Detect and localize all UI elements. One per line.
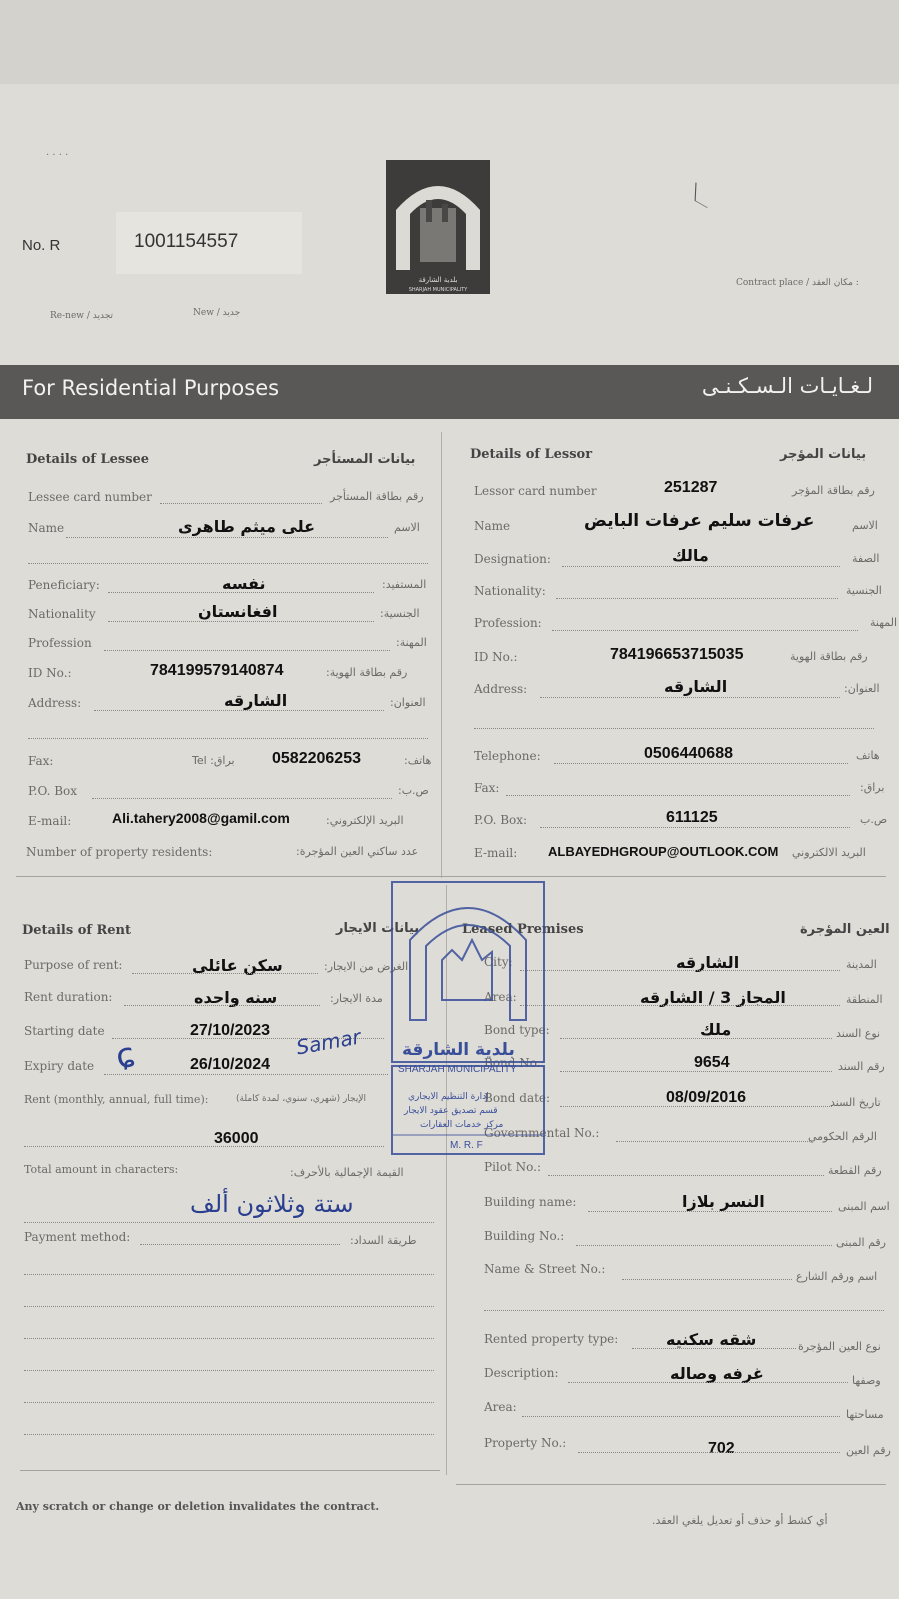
premises-bond-date-label-ar: تاريخ السند (830, 1096, 881, 1109)
rent-duration: سنه واحده (194, 988, 278, 1007)
lessee-email-label-ar: البريد الإلكتروني: (326, 814, 404, 827)
lessor-email-label-ar: البريد الالكتروني (792, 846, 866, 859)
lessor-telephone-label-ar: هاتف (856, 749, 880, 762)
premises-gov-label-ar: الرقم الحكومي (808, 1130, 877, 1143)
premises-bond-no-label-ar: رقم السند (838, 1060, 885, 1073)
premises-area-label: Area: (484, 990, 517, 1004)
lessor-designation-label-ar: الصفة (852, 552, 880, 565)
premises-heading-en: Leased Premises (462, 922, 584, 937)
premises-bond-type: ملك (700, 1020, 732, 1039)
premises-bond-no: 9654 (694, 1054, 730, 1071)
rent-total-handwritten: ستة وثلاثون ألف (190, 1190, 354, 1218)
lessor-id-label: ID No.: (474, 650, 518, 664)
column-divider (441, 432, 442, 878)
contract-no-label: No. R (22, 237, 61, 254)
lessor-address-label: Address: (474, 682, 528, 696)
premises-area2-label-ar: مساحتها (846, 1408, 884, 1421)
rent-purpose-label-ar: الغرض من الايجار: (324, 960, 409, 973)
renew-label: Re-new / تجديد (50, 311, 114, 321)
lessor-heading-ar: بيانات المؤجر (780, 447, 867, 462)
lessee-address-label-ar: العنوان: (390, 696, 426, 709)
rent-start-date: 27/10/2023 (190, 1022, 271, 1039)
rent-purpose: سكن عائلى (192, 956, 283, 975)
lessor-name-label: Name (474, 519, 511, 533)
sharjah-municipality-logo-icon (386, 160, 490, 294)
premises-description: غرفه وصاله (670, 1364, 764, 1383)
lessee-pobox-label: P.O. Box (28, 784, 78, 798)
rent-total-label: Total amount in characters: (24, 1163, 179, 1176)
lessor-id-no: 784196653715035 (610, 646, 744, 663)
banner-title-en: For Residential Purposes (22, 376, 280, 400)
lessee-beneficiary-label: Peneficiary: (28, 578, 100, 592)
lessor-pobox-label: P.O. Box: (474, 813, 528, 827)
lessor-heading-en: Details of Lessor (470, 447, 593, 462)
premises-city: الشارقه (676, 953, 740, 972)
premises-area: المجاز 3 / الشارقه (640, 988, 786, 1007)
lessor-name-label-ar: الاسم (852, 519, 878, 532)
lessee-nationality-label: Nationality (28, 607, 96, 621)
lessee-beneficiary-label-ar: المستفيد: (382, 578, 427, 591)
rent-start-label: Starting date (24, 1024, 105, 1038)
pen-mark: ╲__ (687, 183, 715, 209)
lessor-designation: مالك (672, 546, 709, 565)
premises-plot-label-ar: رقم القطعة (828, 1164, 882, 1177)
lessor-profession-label: Profession: (474, 616, 542, 630)
lessee-email-label: E-mail: (28, 814, 72, 828)
premises-bond-date-label: Bond date: (484, 1091, 551, 1105)
lessor-card-label: Lessor card number (474, 484, 597, 498)
premises-type-label: Rented property type: (484, 1332, 619, 1346)
footer-note-en: Any scratch or change or deletion invalidates the contract. (16, 1500, 380, 1513)
premises-street-label-ar: اسم ورقم الشارع (796, 1270, 878, 1283)
rent-expiry-label: Expiry date (24, 1059, 95, 1073)
lessee-email: Ali.tahery2008@gamil.com (112, 810, 290, 826)
lessee-tel-label: براق: Tel (192, 754, 235, 767)
lessee-pobox-label-ar: ص.ب: (398, 784, 429, 797)
new-label: New / جديد (193, 308, 241, 318)
premises-property-no: 702 (708, 1440, 735, 1457)
lessee-id-label-ar: رقم بطاقة الهوية: (326, 666, 408, 679)
premises-bond-type-label: Bond type: (484, 1023, 550, 1037)
lessee-id-label: ID No.: (28, 666, 72, 680)
rent-amount-label: Rent (monthly, annual, full time): (24, 1093, 209, 1106)
premises-bond-date: 08/09/2016 (666, 1089, 747, 1106)
lessee-residents-label-ar: عدد ساكني العين المؤجرة: (296, 845, 419, 858)
lessee-heading-ar: بيانات المستأجر (314, 452, 416, 467)
lessee-id-no: 784199579140874 (150, 662, 284, 679)
premises-property-no-label: Property No.: (484, 1436, 567, 1450)
premises-bond-type-label-ar: نوع السند (836, 1027, 881, 1040)
premises-description-label-ar: وصفها (852, 1374, 881, 1387)
premises-type-label-ar: نوع العين المؤجرة (798, 1340, 881, 1353)
lessee-card-label-ar: رقم بطاقة المستأجر (330, 490, 424, 503)
rent-heading-ar: بيانات الايجار (336, 921, 420, 936)
lessee-address: الشارقه (224, 691, 288, 710)
lessee-fax-label: Fax: (28, 754, 54, 768)
lessee-nationality: افغانستان (198, 602, 278, 621)
lessor-address: الشارقه (664, 677, 728, 696)
lessor-card-label-ar: رقم بطاقة المؤجر (792, 484, 875, 497)
rent-payment-label-ar: طريقة السداد: (350, 1234, 417, 1247)
premises-building-no-label: Building No.: (484, 1229, 565, 1243)
rent-duration-label: Rent duration: (24, 990, 113, 1004)
lessee-name-label: Name (28, 521, 65, 535)
premises-heading-ar: العين المؤجرة (800, 922, 890, 937)
lessor-nationality-label: Nationality: (474, 584, 546, 598)
lessee-profession-label-ar: المهنة: (396, 636, 427, 649)
lessor-telephone-label: Telephone: (474, 749, 541, 763)
lessor-pobox: 611125 (666, 809, 718, 826)
lessee-profession-label: Profession (28, 636, 92, 650)
stamp-logo-icon (390, 880, 546, 1158)
lessor-pobox-label-ar: ص.ب (860, 813, 888, 826)
stamp-dept-1: إدارة التنظيم الايجاري (408, 1092, 489, 1102)
stamp-dept-3: مركز خدمات العقارات (420, 1120, 504, 1130)
premises-building-name: النسر بلازا (682, 1192, 765, 1211)
premises-description-label: Description: (484, 1366, 559, 1380)
lessor-telephone: 0506440688 (644, 745, 733, 762)
footer-note-ar: أي كشط أو حذف أو تعديل يلغي العقد. (652, 1514, 828, 1527)
rent-duration-label-ar: مدة الايجار: (330, 992, 383, 1005)
lessor-fax-label-ar: براق: (860, 781, 885, 794)
lessor-email: ALBAYEDHGROUP@OUTLOOK.COM (548, 844, 779, 859)
signature: Samar (294, 1024, 363, 1060)
contract-place-label: Contract place / مكان العقد : (736, 278, 859, 288)
lessee-beneficiary: نفسه (222, 574, 266, 593)
premises-building-name-label-ar: اسم المبنى (838, 1200, 890, 1213)
stamp-text-en: SHARJAH MUNICIPALITY (398, 1064, 517, 1075)
rent-heading-en: Details of Rent (22, 923, 132, 938)
premises-city-label: City: (484, 955, 513, 969)
lessee-phone: 0582206253 (272, 750, 361, 767)
lessor-designation-label: Designation: (474, 552, 551, 566)
rent-amount: 36000 (214, 1130, 259, 1147)
lessee-name-label-ar: الاسم (394, 521, 420, 534)
lessee-address-label: Address: (28, 696, 82, 710)
contract-sheet (0, 84, 899, 1599)
lessor-profession-label-ar: المهنة (870, 616, 898, 629)
municipality-stamp (390, 880, 546, 1158)
premises-area-label-ar: المنطقة (846, 993, 883, 1006)
lessor-email-label: E-mail: (474, 846, 518, 860)
lessee-nationality-label-ar: الجنسية: (380, 607, 420, 620)
lessee-phone-label-ar: هاتف: (404, 754, 432, 767)
svg-text:SHARJAH MUNICIPALITY: SHARJAH MUNICIPALITY (408, 287, 468, 293)
premises-plot-label: Pilot No.: (484, 1160, 541, 1174)
lessee-name: على ميثم طاهرى (178, 517, 316, 536)
rent-expiry-date: 26/10/2024 (190, 1056, 271, 1073)
premises-city-label-ar: المدينة (846, 958, 877, 971)
premises-building-no-label-ar: رقم المبنى (836, 1236, 886, 1249)
stamp-text-ar: بلدية الشارقة (402, 1040, 515, 1060)
lessor-nationality-label-ar: الجنسية (846, 584, 882, 597)
lessor-fax-label: Fax: (474, 781, 500, 795)
lessor-id-label-ar: رقم بطاقة الهوية (790, 650, 868, 663)
initials-mark: ɕ (112, 1034, 139, 1078)
lessor-address-label-ar: العنوان: (844, 682, 880, 695)
premises-bond-no-label: Bond No.: (484, 1056, 545, 1070)
rent-amount-label-ar: الإيجار (شهري، سنوي، لمدة كاملة) (236, 1094, 366, 1104)
rent-payment-label: Payment method: (24, 1230, 131, 1244)
premises-street-label: Name & Street No.: (484, 1262, 606, 1276)
banner-title-ar: لـغـايـات الـسـكـنـى (701, 374, 873, 398)
top-edge (0, 0, 899, 90)
stamp-dept-2: قسم تصديق عقود الايجار (404, 1106, 498, 1116)
lessor-name: عرفات سليم عرفات البايض (584, 511, 815, 531)
stamp-code: M. R. F (450, 1140, 483, 1151)
premises-area2-label: Area: (484, 1400, 517, 1414)
lessor-card-no: 251287 (664, 479, 718, 496)
rent-total-label-ar: القيمة الإجمالية بالأحرف: (290, 1166, 404, 1179)
premises-type: شقه سكنيه (666, 1330, 757, 1349)
premises-gov-label: Governmental No.: (484, 1126, 600, 1140)
lessee-heading-en: Details of Lessee (26, 452, 150, 467)
rent-purpose-label: Purpose of rent: (24, 958, 123, 972)
lessee-card-label: Lessee card number (28, 490, 152, 504)
scratch-marks: · · · · (46, 150, 69, 161)
svg-text:بلدية الشارقة: بلدية الشارقة (418, 276, 458, 284)
premises-building-name-label: Building name: (484, 1195, 577, 1209)
lessee-residents-label: Number of property residents: (26, 845, 213, 859)
contract-no: 1001154557 (134, 231, 239, 252)
premises-property-no-label-ar: رقم العين (846, 1444, 891, 1457)
